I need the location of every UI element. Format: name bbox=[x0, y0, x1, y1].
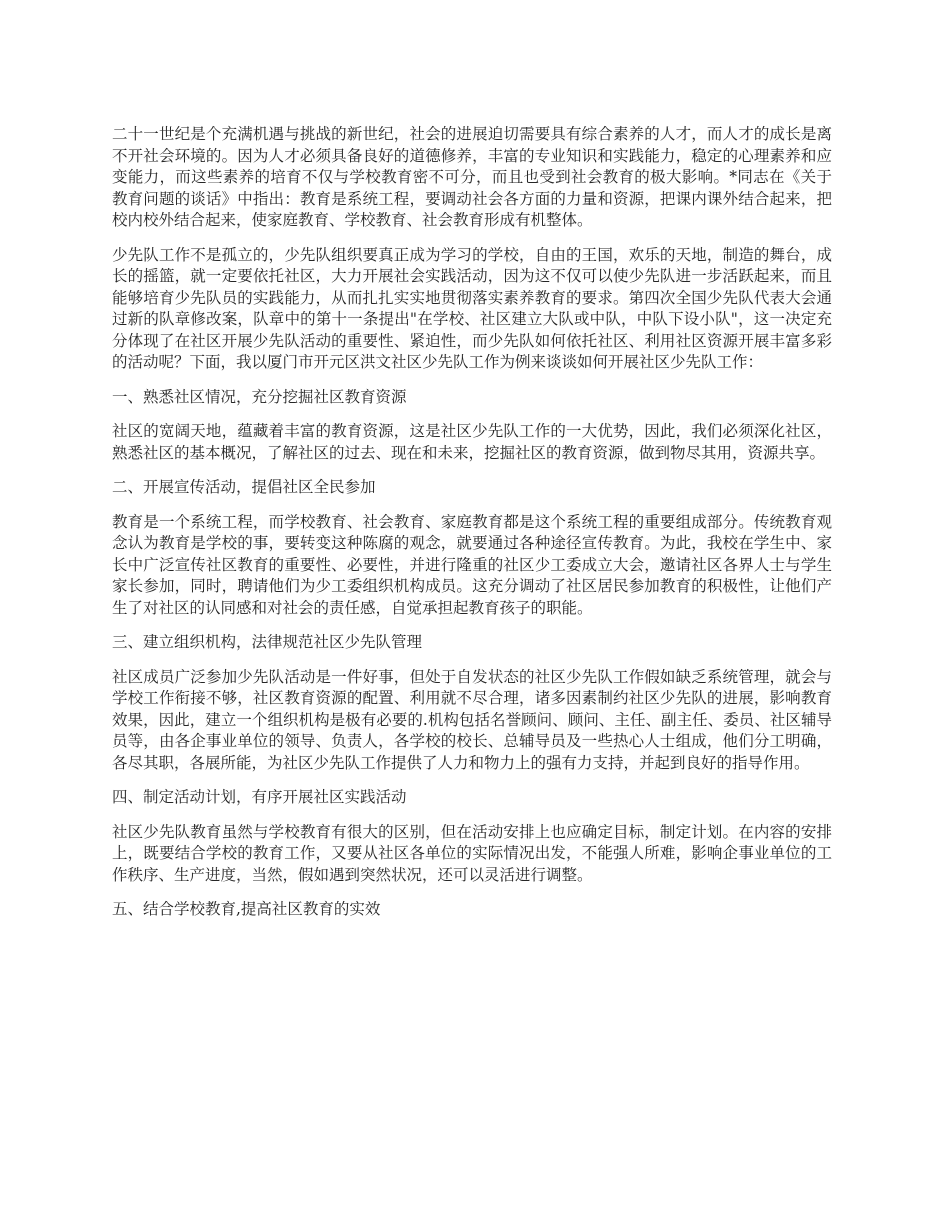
section-heading-2: 二、开展宣传活动，提倡社区全民参加 bbox=[112, 478, 376, 496]
section-heading-4: 四、制定活动计划，有序开展社区实践活动 bbox=[112, 788, 407, 806]
paragraph-context: 少先队工作不是孤立的，少先队组织要真正成为学习的学校，自由的王国，欢乐的天地，制造的舞台，成长的摇篮，就一定要依托社区，大力开展社会实践活动，因为这不仅可以使少先队进一步活跃起来，而且能够培育少先队员的实践能力，从而扎扎实实地贯彻落实素养教育的要求。第四次全国少先队代表大会通过新的队章修改案，队章中的第十一条提出"在学校、社区建立大队或中队，中队下设小队"，这一决定充分体现了在社区开展少先队活动的重要性、紧迫性，而少先队如何依托社区、利用社区资源开展丰富多彩的活动呢？下面，我以厦门市开元区洪文社区少先队工作为例来谈谈如何开展社区少先队工作： bbox=[112, 245, 832, 371]
paragraph-section-2: 教育是一个系统工程，而学校教育、社会教育、家庭教育都是这个系统工程的重要组成部分。传统教育观念认为教育是学校的事，要转变这种陈腐的观念，就要通过各种途径宣传教育。为此，我校在学生中、家长中广泛宣传社区教育的重要性、必要性，并进行隆重的社区少工委成立大会，邀请社区各界人士与学生家长参加，同时，聘请他们为少工委组织机构成员。这充分调动了社区居民参加教育的积极性，让他们产生了对社区的认同感和对社会的责任感，自觉承担起教育孩子的职能。 bbox=[112, 512, 832, 617]
paragraph-intro: 二十一世纪是个充满机遇与挑战的新世纪，社会的进展迫切需要具有综合素养的人才，而人才的成长是离不开社会环境的。因为人才必须具备良好的道德修养，丰富的专业知识和实践能力，稳定的心理素养和应变能力，而这些素养的培育不仅与学校教育密不可分，而且也受到社会教育的极大影响。*同志在《关于教育问题的谈话》中指出：教育是系统工程，要调动社会各方面的力量和资源，把课内课外结合起来，把校内校外结合起来，使家庭教育、学校教育、社会教育形成有机整体。 bbox=[112, 125, 832, 229]
paragraph-section-1: 社区的宽阔天地，蕴藏着丰富的教育资源，这是社区少先队工作的一大优势，因此，我们必须深化社区，熟悉社区的基本概况，了解社区的过去、现在和未来，挖掘社区的教育资源，做到物尽其用，资源共享。 bbox=[112, 422, 832, 462]
section-heading-1: 一、熟悉社区情况，充分挖掘社区教育资源 bbox=[112, 387, 407, 406]
paragraph-section-3: 社区成员广泛参加少先队活动是一件好事，但处于自发状态的社区少先队工作假如缺乏系统管理，就会与学校工作衔接不够，社区教育资源的配置、利用就不尽合理，诸多因素制约社区少先队的进展，影响教育效果，因此，建立一个组织机构是极有必要的.机构包括名誉顾问、顾问、主任、副主任、委员、社区辅导员等，由各企事业单位的领导、负责人，各学校的校长、总辅导员及一些热心人士组成，他们分工明确，各尽其职，各展所能，为社区少先队工作提供了人力和物力上的强有力支持，并起到良好的指导作用。 bbox=[112, 667, 832, 772]
paragraph-section-4: 社区少先队教育虽然与学校教育有很大的区别，但在活动安排上也应确定目标，制定计划。在内容的安排上，既要结合学校的教育工作，又要从社区各单位的实际情况出发，不能强人所难，影响企事业单位的工作秩序、生产进度，当然，假如遇到突然状况，还可以灵活进行调整。 bbox=[112, 822, 832, 884]
section-heading-3: 三、建立组织机构，法律规范社区少先队管理 bbox=[112, 633, 423, 651]
document-body bbox=[112, 124, 832, 934]
section-heading-5: 五、结合学校教育,提高社区教育的实效 bbox=[112, 900, 381, 918]
